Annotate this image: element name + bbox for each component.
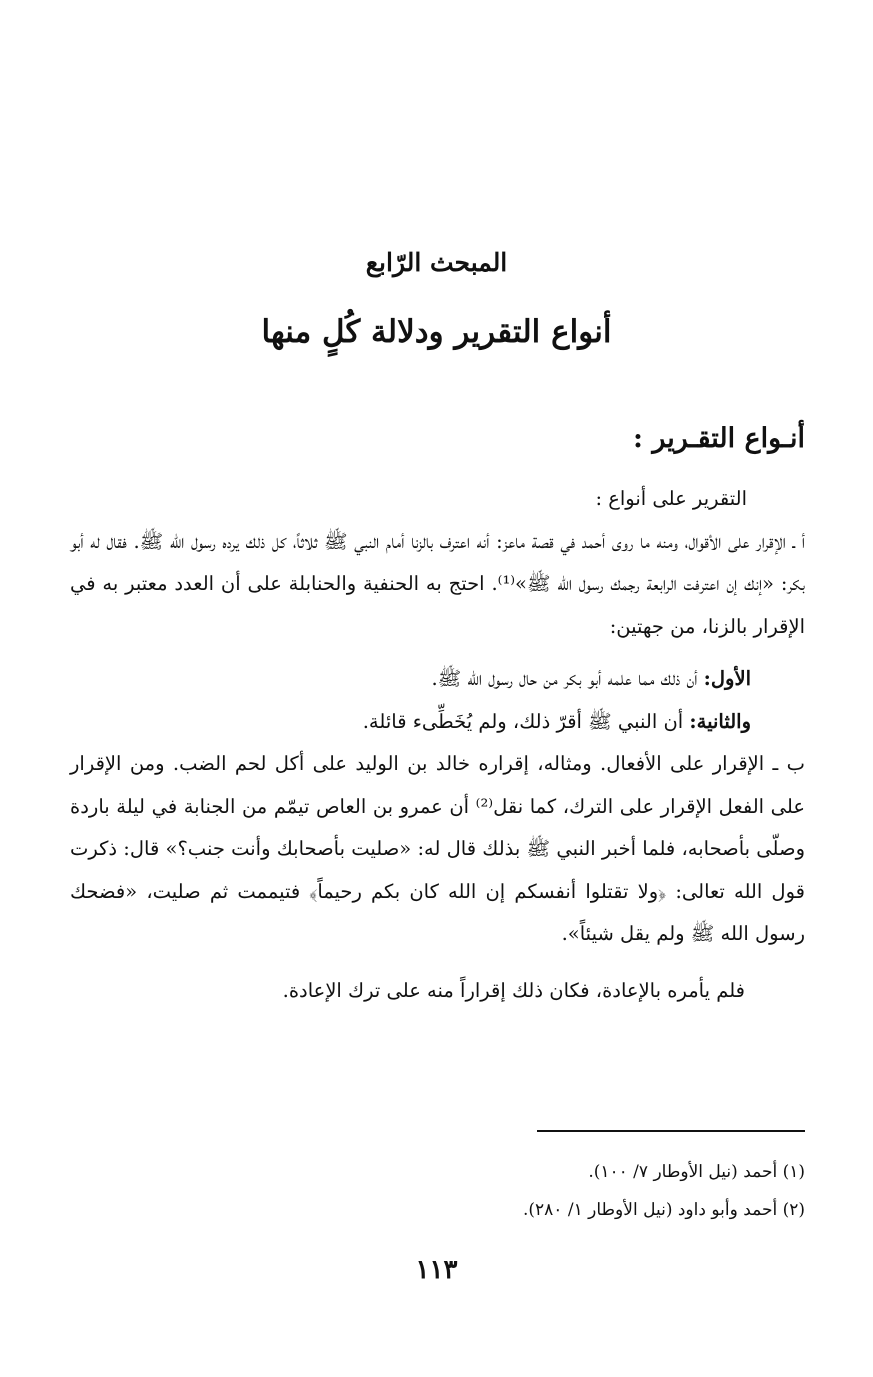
chapter-heading: المبحث الرّابع bbox=[365, 248, 508, 277]
chapter-title: أنواع التقرير ودلالة كُلٍ منها bbox=[261, 314, 612, 350]
section-heading: أنـواع التقـرير : bbox=[632, 423, 805, 454]
footnotes bbox=[70, 1153, 805, 1229]
first-reason-text: أن ذلك مما علمه أبو بكر من حال رسول الله ﷺ. bbox=[431, 667, 704, 690]
second-reason bbox=[70, 701, 805, 744]
paragraph-a: أ ـ الإقرار على الأقوال، ومنه ما روى أحمد في قصة ماعز: أنه اعترف بالزنا أمام النبي ﷺ ثلاثاً، كل ذلك يرده رسول الله ﷺ. فقال له أبو بكر: «إنك إن اعترفت الرابعة رجمك رسول الله ﷺ»⁽¹⁾. احتج به الحنفية والحنابلة على أن العدد معتبر به في الإقرار بالزنا، من جهتين: bbox=[70, 529, 805, 638]
intro-line: التقرير على أنواع : bbox=[595, 487, 747, 510]
body-text bbox=[70, 478, 805, 1012]
paragraph-b: ب ـ الإقرار على الأفعال. ومثاله، إقراره خالد بن الوليد على أكل لحم الضب. ومن الإقرار على الفعل الإقرار على الترك، كما نقل⁽²⁾ أن عمرو بن العاص تيمّم من الجنابة في ليلة باردة وصلّى بأصحابه، فلما أخبر النبي ﷺ بذلك قال له: «صليت بأصحابك وأنت جنب؟» قال: ذكرت قول الله تعالى: ﴿ولا تقتلوا أنفسكم إن الله كان بكم رحيماً﴾ فتيممت ثم صليت، «فضحك رسول الله ﷺ ولم يقل شيئاً». bbox=[70, 752, 806, 945]
closing-line: فلم يأمره بالإعادة، فكان ذلك إقراراً منه على ترك الإعادة. bbox=[282, 978, 745, 1002]
footnote-divider bbox=[537, 1130, 805, 1132]
first-reason-label: الأول: bbox=[703, 667, 751, 690]
second-reason-text: أن النبي ﷺ أقرّ ذلك، ولم يُخَطِّىء قائلة. bbox=[362, 709, 690, 733]
first-reason bbox=[70, 658, 805, 701]
footnote-1: (١) أحمد (نيل الأوطار ٧/ ١٠٠). bbox=[588, 1162, 805, 1182]
page-number: ١١٣ bbox=[415, 1255, 458, 1285]
footnote-2: (٢) أحمد وأبو داود (نيل الأوطار ١/ ٢٨٠). bbox=[523, 1200, 805, 1220]
second-reason-label: والثانية: bbox=[689, 709, 751, 733]
